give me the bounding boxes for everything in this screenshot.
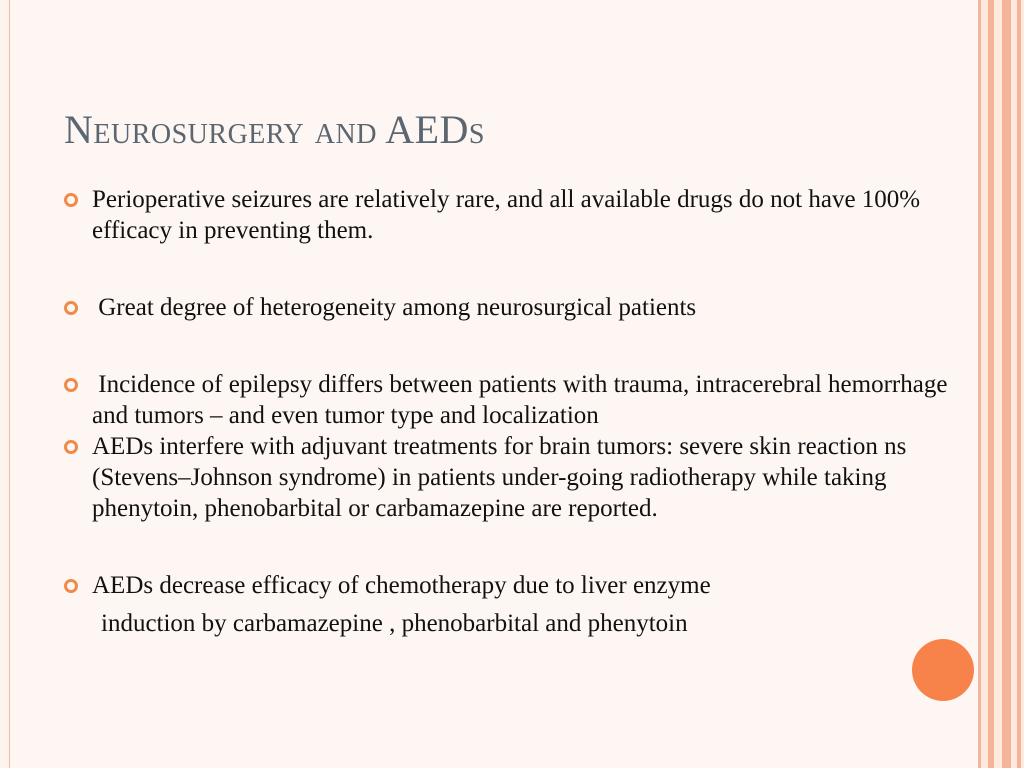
bullet-text: AEDs decrease efficacy of chemotherapy due to liver enzyme (92, 572, 711, 599)
stripe (1002, 0, 1011, 768)
bullet-item (62, 369, 962, 431)
bullet-item (62, 292, 962, 323)
bullet-item (62, 431, 962, 524)
bullet-item (62, 570, 962, 639)
stripe (978, 0, 981, 768)
bullet-text: Perioperative seizures are relatively rare, and all available drugs do not have 100% efficacy in preventing them. (92, 186, 921, 244)
bullet-text: Great degree of heterogeneity among neurosurgical patients (92, 294, 697, 321)
bullet-list (62, 184, 962, 639)
bullet-circle-icon (64, 579, 78, 593)
right-decorative-stripes (978, 0, 1024, 768)
bullet-continuation-text: induction by carbamazepine , phenobarbital and phenytoin (101, 610, 688, 637)
slide-title: Neurosurgery and AEDs (64, 107, 485, 152)
bullet-circle-icon (64, 378, 78, 392)
stripe (988, 0, 994, 768)
bullet-circle-icon (64, 440, 78, 454)
bullet-circle-icon (64, 193, 78, 207)
bullet-item (62, 184, 962, 246)
bullet-text: Incidence of epilepsy differs between patients with trauma, intracerebral hemorrhage and tumors – and even tumor type and localization (92, 371, 954, 429)
decorative-orange-circle (912, 639, 974, 701)
stripe (1017, 0, 1021, 768)
bullet-circle-icon (64, 301, 78, 315)
bullet-text: AEDs interfere with adjuvant treatments for brain tumors: severe skin reaction ns (Stevens–Johnson syndrome) in patients under-going radiotherapy while taking phenytoin, phenobarbital or carbamazepine are reported. (92, 433, 907, 522)
